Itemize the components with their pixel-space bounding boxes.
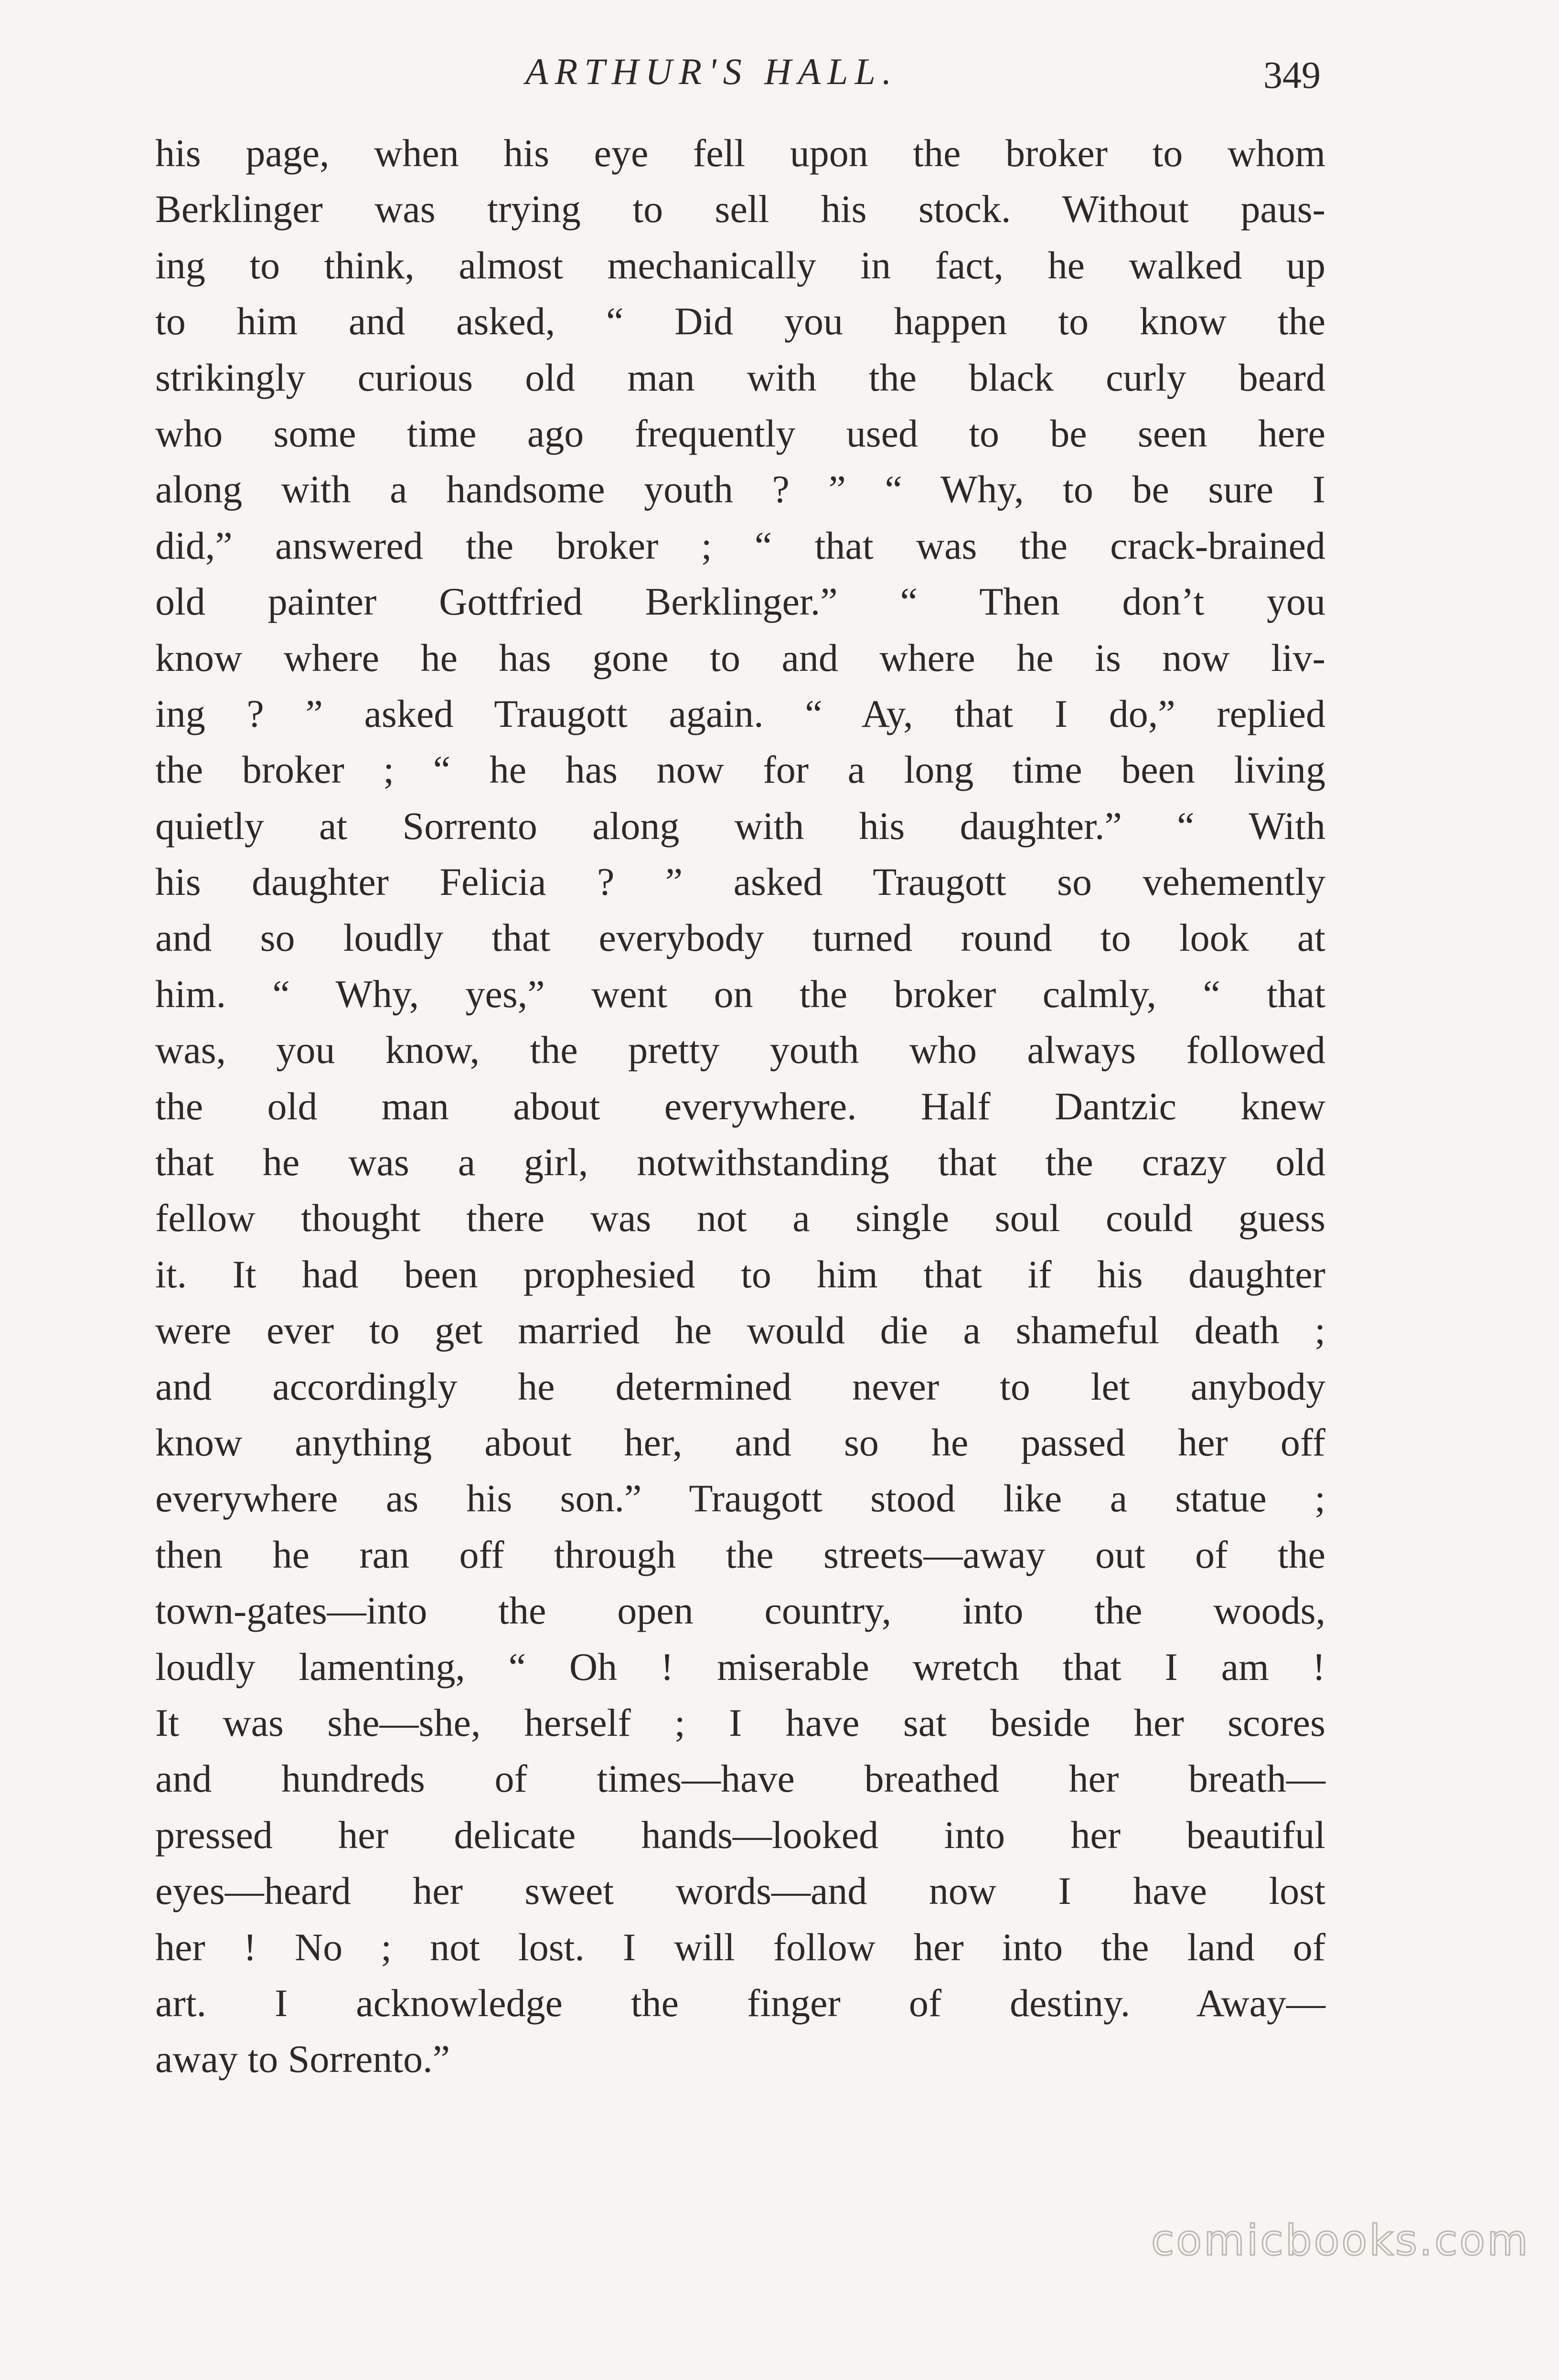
text-line: pressed her delicate hands—looked into her beautiful — [155, 1813, 1325, 1857]
text-line: his page, when his eye fell upon the broker to whom — [155, 131, 1325, 175]
text-line: it. It had been prophesied to him that if his daughter — [155, 1252, 1325, 1296]
text-line: quietly at Sorrento along with his daughter.” “ With — [155, 804, 1325, 848]
text-line: old painter Gottfried Berklinger.” “ Then don’t you — [155, 580, 1325, 624]
text-line: did,” answered the broker ; “ that was the crack-brained — [155, 523, 1325, 567]
text-line: who some time ago frequently used to be seen here — [155, 411, 1325, 455]
body-text — [155, 125, 1325, 2087]
text-line: him. “ Why, yes,” went on the broker calmly, “ that — [155, 972, 1325, 1016]
text-line: Berklinger was trying to sell his stock. Without paus- — [155, 187, 1325, 231]
text-line: that he was a girl, notwithstanding that the crazy old — [155, 1140, 1325, 1184]
text-line: ing to think, almost mechanically in fact, he walked up — [155, 243, 1325, 287]
text-line: know anything about her, and so he passed her off — [155, 1420, 1325, 1464]
text-line: and hundreds of times—have breathed her breath— — [155, 1757, 1325, 1801]
text-line: away to Sorrento.” — [155, 2037, 450, 2081]
text-line: ing ? ” asked Traugott again. “ Ay, that I do,” replied — [155, 691, 1325, 735]
text-line: loudly lamenting, “ Oh ! miserable wretch that I am ! — [155, 1645, 1325, 1689]
text-line: know where he has gone to and where he is now liv- — [155, 636, 1325, 680]
text-line: then he ran off through the streets—away out of the — [155, 1532, 1325, 1576]
text-line: eyes—heard her sweet words—and now I have lost — [155, 1869, 1325, 1913]
text-line: the old man about everywhere. Half Dantzic knew — [155, 1084, 1325, 1128]
text-line: art. I acknowledge the finger of destiny. Away— — [155, 1981, 1325, 2025]
text-line: her ! No ; not lost. I will follow her into the land of — [155, 1925, 1325, 1969]
running-head — [0, 43, 1559, 100]
text-line: and accordingly he determined never to let anybody — [155, 1364, 1325, 1408]
page-number: 349 — [1263, 54, 1321, 96]
text-line: town-gates—into the open country, into the woods, — [155, 1589, 1325, 1633]
text-line: It was she—she, herself ; I have sat beside her scores — [155, 1700, 1325, 1744]
text-line: were ever to get married he would die a shameful death ; — [155, 1308, 1325, 1352]
text-line: strikingly curious old man with the black curly beard — [155, 355, 1325, 399]
text-line: to him and asked, “ Did you happen to know the — [155, 299, 1325, 343]
text-line: the broker ; “ he has now for a long time been living — [155, 748, 1325, 792]
running-title: ARTHUR'S HALL. — [525, 51, 898, 92]
text-line: and so loudly that everybody turned round to look at — [155, 916, 1325, 960]
text-line: fellow thought there was not a single soul could guess — [155, 1196, 1325, 1240]
text-line: his daughter Felicia ? ” asked Traugott so vehemently — [155, 860, 1325, 904]
text-line: along with a handsome youth ? ” “ Why, to be sure I — [155, 468, 1325, 511]
watermark: comicbooks.com — [1151, 2216, 1530, 2265]
text-line: everywhere as his son.” Traugott stood like a statue ; — [155, 1477, 1325, 1520]
text-line: was, you know, the pretty youth who always followed — [155, 1028, 1325, 1072]
